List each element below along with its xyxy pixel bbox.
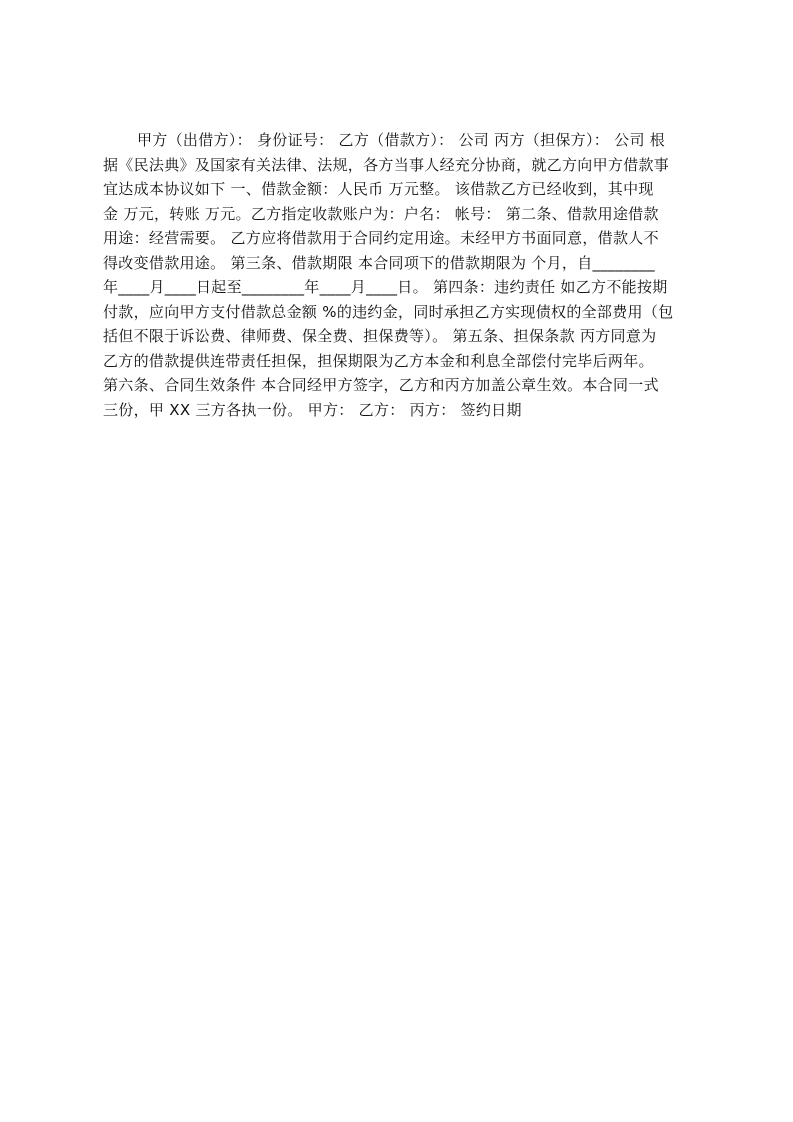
text-line-8: 付款，应向甲方支付借款总金额 %的违约金，同时承担乙方实现债权的全部费用（包 xyxy=(103,302,674,321)
text-line-2: 据《民法典》及国家有关法律、法规，各方当事人经充分协商，就乙方向甲方借款事 xyxy=(103,155,670,174)
text-line-10: 乙方的借款提供连带责任担保，担保期限为乙方本金和利息全部偿付完毕后两年。 xyxy=(103,351,654,370)
text-line-12: 三份，甲 XX 三方各执一份。 甲方： 乙方： 丙方： 签约日期 xyxy=(103,400,522,419)
text-line-1: 甲方（出借方）： 身份证号： 乙方（借款方）： 公司 丙方（担保方）： 公司 根 xyxy=(137,131,666,149)
text-line-5: 用途：经营需要。 乙方应将借款用于合同约定用途。未经甲方书面同意，借款人不 xyxy=(103,229,659,247)
text-line-4: 金 万元，转账 万元。乙方指定收款账户为：户名： 帐号： 第二条、借款用途借款 xyxy=(103,204,659,223)
contract-text xyxy=(103,128,723,422)
text-line-9: 括但不限于诉讼费、律师费、保全费、担保费等）。 第五条、担保条款 丙方同意为 xyxy=(103,327,657,345)
text-line-7: 年____月____日起至________年____月____日。 第四条：违约责任 如乙方不能按期 xyxy=(103,278,668,296)
text-line-11: 第六条、合同生效条件 本合同经甲方签字，乙方和丙方加盖公章生效。本合同一式 xyxy=(103,376,659,394)
text-line-6: 得改变借款用途。 第三条、借款期限 本合同项下的借款期限为 个月，自________ xyxy=(103,253,655,272)
text-line-3: 宜达成本协议如下 一、借款金额：人民币 万元整。 该借款乙方已经收到，其中现 xyxy=(103,180,654,198)
